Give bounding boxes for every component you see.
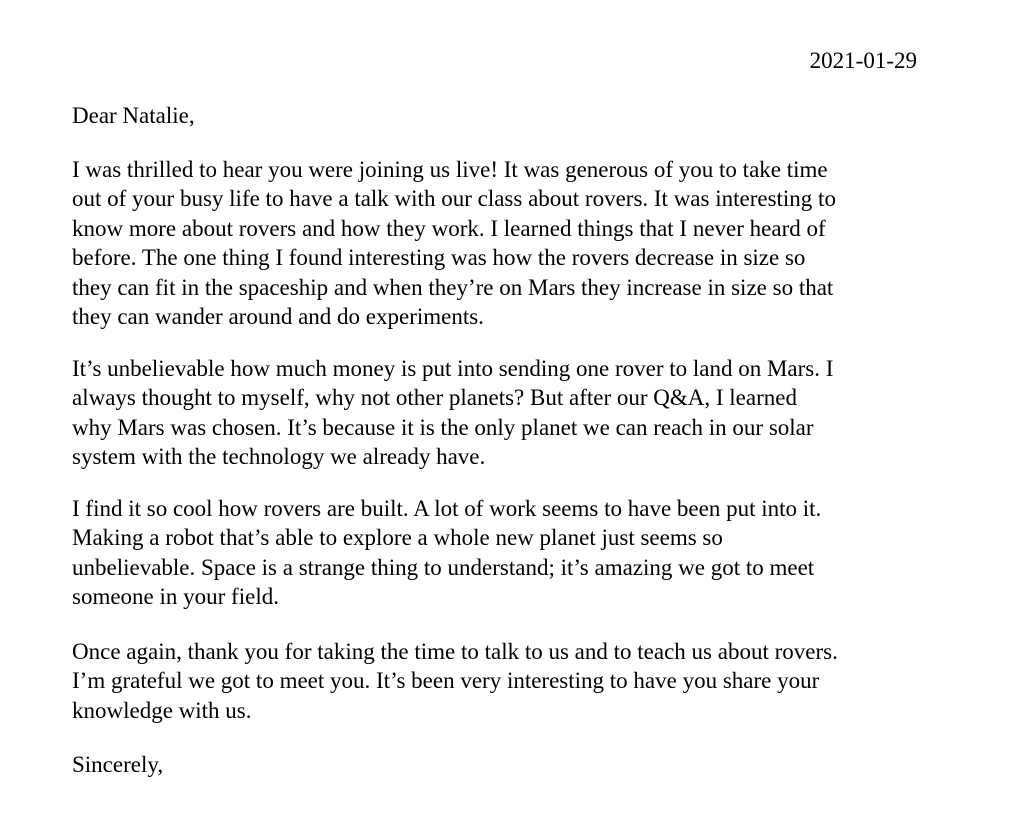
paragraph-line: I find it so cool how rovers are built. A lot of work seems to have been put into it.	[72, 496, 822, 521]
paragraph-line: before. The one thing I found interesting was how the rovers decrease in size so	[72, 245, 806, 271]
paragraph-2	[72, 354, 932, 472]
paragraph-line: knowledge with us.	[72, 697, 252, 723]
paragraph-3	[72, 494, 932, 612]
letter-date: 2021-01-29	[809, 48, 917, 73]
paragraph-4	[72, 637, 932, 725]
paragraph-line: always thought to myself, why not other planets? But after our Q&A, I learned	[72, 385, 797, 411]
paragraph-1	[72, 155, 932, 331]
paragraph-line: Once again, thank you for taking the time to talk to us and to teach us about rovers.	[72, 639, 838, 664]
paragraph-line: I’m grateful we got to meet you. It’s been very interesting to have you share your	[72, 668, 820, 694]
letter-greeting: Dear Natalie,	[72, 103, 195, 128]
paragraph-line: they can fit in the spaceship and when they’re on Mars they increase in size so that	[72, 274, 834, 300]
paragraph-line: system with the technology we already have.	[72, 444, 486, 470]
paragraph-line: It’s unbelievable how much money is put into sending one rover to land on Mars. I	[72, 356, 834, 381]
paragraph-line: Making a robot that’s able to explore a whole new planet just seems so	[72, 525, 723, 551]
paragraph-line: unbelievable. Space is a strange thing to understand; it’s amazing we got to meet	[72, 554, 815, 580]
paragraph-line: out of your busy life to have a talk with our class about rovers. It was interesting to	[72, 186, 836, 212]
paragraph-line: I was thrilled to hear you were joining us live! It was generous of you to take time	[72, 157, 828, 182]
paragraph-line: why Mars was chosen. It’s because it is the only planet we can reach in our solar	[72, 414, 814, 440]
letter-closing: Sincerely,	[72, 752, 164, 777]
paragraph-line: they can wander around and do experiments.	[72, 304, 484, 330]
paragraph-line: someone in your field.	[72, 584, 279, 610]
paragraph-line: know more about rovers and how they work. I learned things that I never heard of	[72, 215, 826, 241]
